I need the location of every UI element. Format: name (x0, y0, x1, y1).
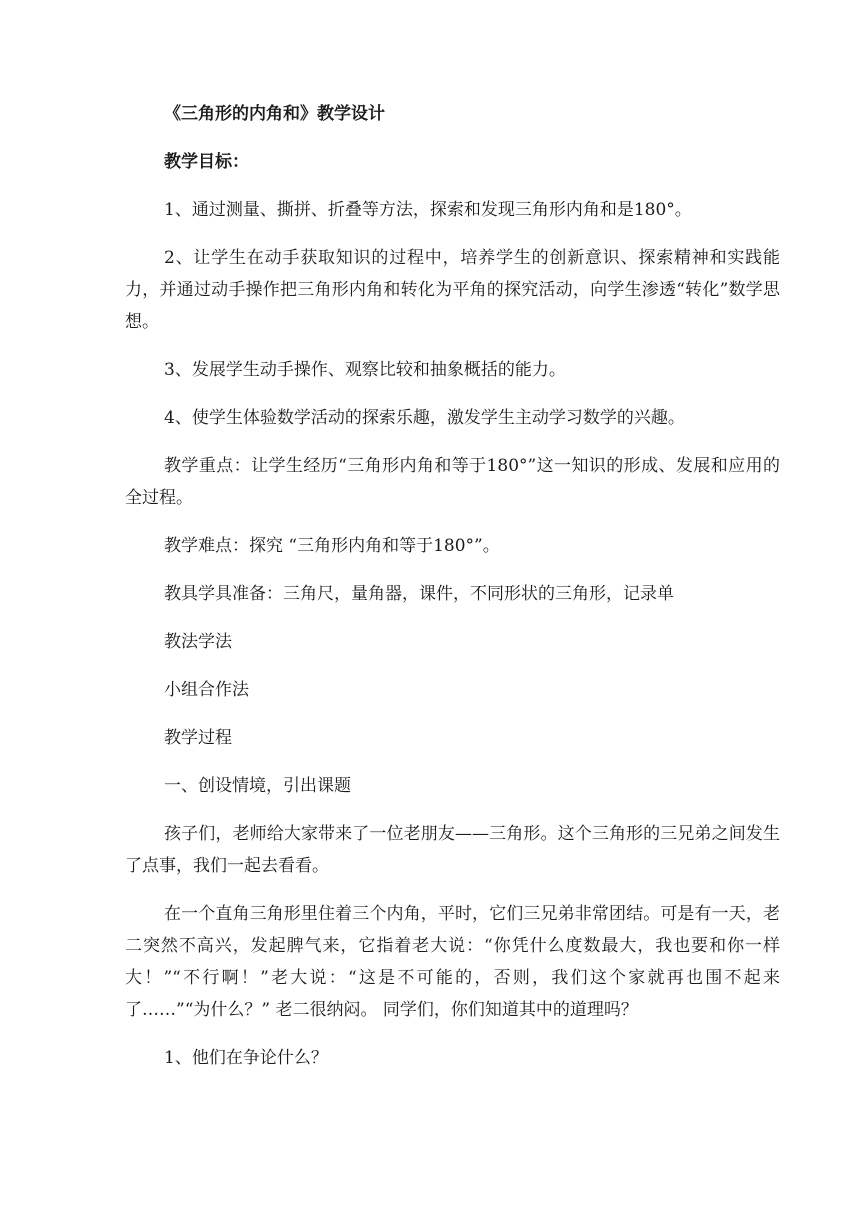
teaching-process-heading: 教学过程 (164, 728, 232, 748)
teaching-method: 小组合作法 (164, 680, 249, 700)
teaching-difficulty: 教学难点：探究 “三角形内角和等于180°”。 (164, 536, 500, 556)
objective-4: 4、使学生体验数学活动的探索乐趣，激发学生主动学习数学的兴趣。 (164, 408, 685, 428)
teaching-materials: 教具学具准备：三角尺，量角器，课件，不同形状的三角形，记录单 (164, 584, 674, 604)
objective-2: 2、让学生在动手获取知识的过程中，培养学生的创新意识、探索精神和实践能力，并通过动手操作把三角形内角和转化为平角的探究活动，向学生渗透“转化”数学思想。 (125, 248, 780, 332)
section-one-heading: 一、创设情境，引出课题 (164, 776, 351, 796)
document-title: 《三角形的内角和》教学设计 (164, 104, 385, 124)
document-body (125, 98, 780, 1074)
question-1: 1、他们在争论什么？ (164, 1048, 328, 1068)
objectives-heading: 教学目标： (164, 152, 249, 172)
objective-1: 1、通过测量、撕拼、折叠等方法，探索和发现三角形内角和是180°。 (164, 200, 692, 220)
objective-3: 3、发展学生动手操作、观察比较和抽象概括的能力。 (164, 360, 566, 380)
teaching-methods-heading: 教法学法 (164, 632, 232, 652)
intro-paragraph: 孩子们，老师给大家带来了一位老朋友——三角形。这个三角形的三兄弟之间发生了点事，我们一起去看看。 (125, 824, 780, 876)
teaching-key-point: 教学重点：让学生经历“三角形内角和等于180°”这一知识的形成、发展和应用的全过程。 (125, 456, 780, 508)
story-paragraph: 在一个直角三角形里住着三个内角，平时，它们三兄弟非常团结。可是有一天，老二突然不高兴，发起脾气来，它指着老大说：“你凭什么度数最大，我也要和你一样大！”“不行啊！”老大说：“这是不可能的，否则，我们这个家就再也围不起来了……”“为什么？” 老二很纳闷。 同学们，你们知道其中的道理吗？ (125, 904, 780, 1020)
